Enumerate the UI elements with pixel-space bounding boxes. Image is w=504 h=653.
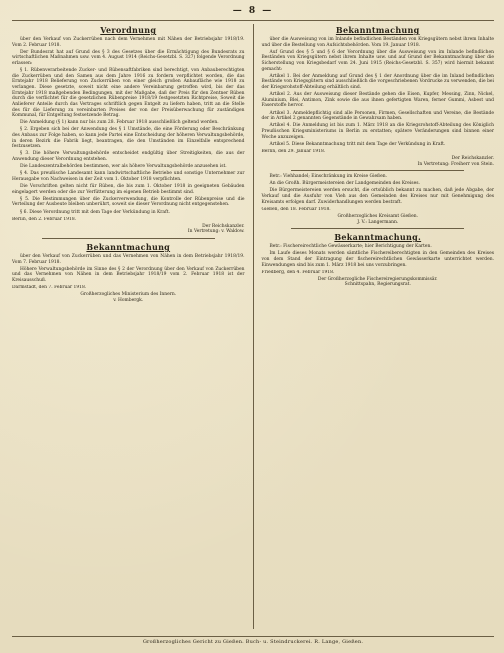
heading-bekanntmachung: Bekanntmachung — [335, 25, 420, 35]
column-divider — [253, 24, 254, 629]
signature-name: In Vertretung: v. Waldow. — [187, 229, 245, 235]
paragraph: § 6. Diese Verordnung tritt mit dem Tage der Verkündung in Kraft. — [20, 209, 170, 215]
separator — [42, 238, 215, 239]
dateline: Gießen, den 18. Februar 1918. — [261, 206, 331, 212]
paragraph: Artikel 2. Aus der Ausweisung dieser Bestände gehen die Eisen, Kupfer, Messing, Zinn, Nickel, Aluminium, Blei, Antimon, Zink sowie die aus ihnen gefertigten Waren, ferner Gummi, Asbest und Faserstoffe hervor. — [261, 92, 494, 109]
paragraph: Artikel 4. Die Anmeldung ist bis zum 1. März 1918 an die Kriegsrohstoff-Abteilung des Königlich Preußischen Kriegsministeriums in Berlin zu erstatten; spätere Veränderungen sind binnen einer Woche anzuzeigen. — [261, 123, 494, 140]
paragraph: § 5. Die Bestimmungen über die Zuckerverwendung, die Kontrolle der Rübenpreise und die Verteilung der Ausbeute bleiben unberührt, soweit sie dieser Verordnung nicht entgegenstehen. — [12, 196, 245, 208]
dateline: Berlin, den 2. Februar 1918. — [12, 216, 77, 222]
paragraph: Die Anmeldung (§ 1) kann nur bis zum 28. Februar 1918 ausschließlich geltend werden. — [20, 120, 219, 126]
paragraph: § 1. Rübenverarbeitende Zucker- und Rübensaftfabriken sind berechtigt, von Anbauberechtigten die Zuckerrüben und den Samen aus dem Jahre 1916 zu fordern verpflichtet worden, die das Erntejahr 1918 Belieferung von Zuckerrüben von einer gleich großen Anbaufläche wie 1918 zu verlangen. Diese gesetzte, soweit nicht eine andere Vereinbarung getroffen wird, bis der das Erntejahr 1918 maßgebenden Bedingungen, mit der Maßgabe, daß der Preis für den Zentner Rüben durch die verflichtet für die gesetzlichen Rübenpreise 1918/19 festgesetzten Richtpreise, Soweit die Anlieferer Anteile durch das Vertrages schriftlich gegen Entgelt zu liefern haben, tritt an die Stelle des für die Lieferung zu vereinbarten Preises der von der Preisüberwachung für zuständigen Kommunal, für Entgeltung festsetzende Betrag. — [12, 68, 245, 119]
paragraph: Auf Grund des § 5 und § 6 der Verordnung über die Ausweisung von im Inlande befindlichen Beständen von Kriegsgütern nebst ihrem Inhalte usw. und auf Grund der Bekanntmachung über die Sicherstellung von Kriegsbedarf vom 24. Juni 1915 (Reichs-Gesetzbl. S. 357) wird hiermit bekannt gemacht: — [261, 49, 494, 72]
signature-name: v. Hombergk. — [113, 297, 144, 303]
paragraph: über den Verkauf von Zuckerrüben nach dem Vernehmen mit Nähen der Betriebsjahr 1918/19. Vom 2. Februar 1918. — [12, 37, 245, 48]
paragraph: Artikel 1. Bei der Anmeldung auf Grund des § 1 der Anordnung über die im Inland befindlichen Bestände von Kriegsgütern sind ausschließlich die vorgeschriebenen Vordrucke zu verwenden, die bei der Kriegsrohstoff-Abteilung erhältlich sind. — [261, 73, 494, 90]
signature-title: Großherzogliches Ministerium des Innern. — [80, 292, 177, 298]
paragraph: Die Landeszentralbehörden bestimmen, wer als höhere Verwaltungsbehörde anzusehen ist. — [20, 164, 227, 170]
signature-title: Der Großherzogliche Fischereiregierungskommissär. — [317, 276, 438, 282]
top-rule — [12, 20, 494, 21]
heading-verordnung: Verordnung — [100, 25, 157, 35]
paragraph: § 2. Ergeben sich bei der Anwendung des § 1 Umstände, die eine Förderung oder Beschränkung des Anbaus zur Folge haben, so kann jede Partei eine Entscheidung der höheren Verwaltungsbehörde, in deren Bezirk die Fabrik liegt, beantragen, die den Umständen im Einzelfalle entsprechend festzusetzen. — [12, 127, 245, 150]
signature-name: J. V.: Langermann. — [357, 219, 399, 225]
signature-name: In Vertretung: Freiherr von Stein. — [417, 161, 494, 167]
paragraph: Die Bürgermeistereien werden ersucht, die ortsüblich bekannt zu machen, daß jede Abgabe, der Verkauf und die Ausfuhr von Vieh aus den Gemeinden des Kreises nur mit Genehmigung des Kreisamts erfolgen darf. Zuwiderhandlungen werden bestraft. — [261, 188, 494, 205]
dateline: Berlin, den 29. Januar 1918. — [261, 148, 326, 154]
separator — [291, 170, 464, 171]
paragraph: über den Verkauf von Zuckerrüben und das Vernehmen von Nähen in dem Betriebsjahr 1918/19. Vom 7. Februar 1918. — [12, 254, 245, 265]
subject-line: Betr.: Viehhandel; Einschränkung im Kreise Gießen. — [269, 174, 387, 180]
page-number: — 8 — — [232, 6, 274, 16]
heading-bekanntmachung: Bekanntmachung — [86, 242, 171, 252]
signature-title: Der Reichskanzler. — [202, 223, 245, 229]
paragraph: § 4. Das preußische Landesamt kann landwirtschaftliche Betriebe und sonstige Unternehmer zur Herausgabe von Nachweisen in der Zeit vom 1. Oktober 1918 verpflichten. — [12, 171, 245, 182]
right-column — [261, 24, 494, 629]
columns — [12, 24, 494, 629]
heading-bekanntmachung: Bekanntmachung. — [334, 232, 422, 243]
printer-footer: Großherzogliches Gericht zu Gießen. Buch- u. Steindruckerei. R. Lange, Gießen. — [12, 636, 494, 645]
paragraph: An die Großh. Bürgermeistereien der Landgemeinden des Kreises. — [269, 181, 420, 187]
paragraph: Betr.: Fischereirechtliche Gewässerkarte; hier Berichtigung der Karten. — [269, 244, 432, 250]
paragraph: Artikel 5. Diese Bekanntmachung tritt mit dem Tage der Verkündung in Kraft. — [269, 141, 446, 147]
left-column — [12, 24, 245, 629]
paragraph: Die Vorschriften gelten nicht für Rüben, die bis zum 1. Oktober 1918 in geeigneten Gebäuden eingelagert werden oder die zur Verfütterung im eigenen Betrieb bestimmt sind. — [12, 184, 245, 195]
paragraph: Der Bundesrat hat auf Grund des § 3 des Gesetzes über die Ermächtigung des Bundesrats zu wirtschaftlichen Maßnahmen usw. vom 4. August 1914 (Reichs-Gesetzbl. S. 327) folgende Verordnung erlassen: — [12, 49, 245, 66]
paragraph: Höhere Verwaltungsbehörde im Sinne des § 2 der Verordnung über den Verkauf von Zuckerrüben und das Vernehmen von Nähen in dem Betriebsjahr 1918/19 vom 2. Februar 1918 ist der Kreisausschuß. — [12, 266, 245, 283]
signature-title: Großherzogliches Kreisamt Gießen. — [337, 213, 418, 219]
signature-title: Der Reichskanzler. — [451, 155, 494, 161]
paragraph: Artikel 3. Anmeldepflichtig sind alle Personen, Firmen, Gesellschaften und Vereine, die Bestände der in Artikel 2 genannten Gegenstände in Gewahrsam haben. — [261, 110, 494, 122]
dateline: Friedberg, den 4. Februar 1918. — [261, 269, 335, 275]
dateline: Darmstadt, den 7. Februar 1918. — [12, 285, 87, 291]
paragraph: über die Ausweisung von im Inlande befindlichen Beständen von Kriegsgütern nebst ihrem Inhalte und über die Bestellung von Aufsichtsbehörden. Vom 19. Januar 1918. — [261, 37, 494, 48]
paragraph: § 3. Die höhere Verwaltungsbehörde entscheidet endgültig über Streitigkeiten, die aus der Anwendung dieser Verordnung entstehen. — [12, 151, 245, 162]
paragraph: Im Laufe dieses Monats werden sämtliche Fischereiberechtigten in den Gemeinden des Kreises von dem Stand der Eintragung der fischereirechtlichen Gewässerkarte unterrichtet werden. Einwendungen sind bis zum 1. März 1918 bei uns vorzubringen. — [261, 251, 494, 268]
separator — [291, 228, 464, 229]
signature-name: Schnittspahn, Regierungsrat. — [344, 282, 411, 288]
